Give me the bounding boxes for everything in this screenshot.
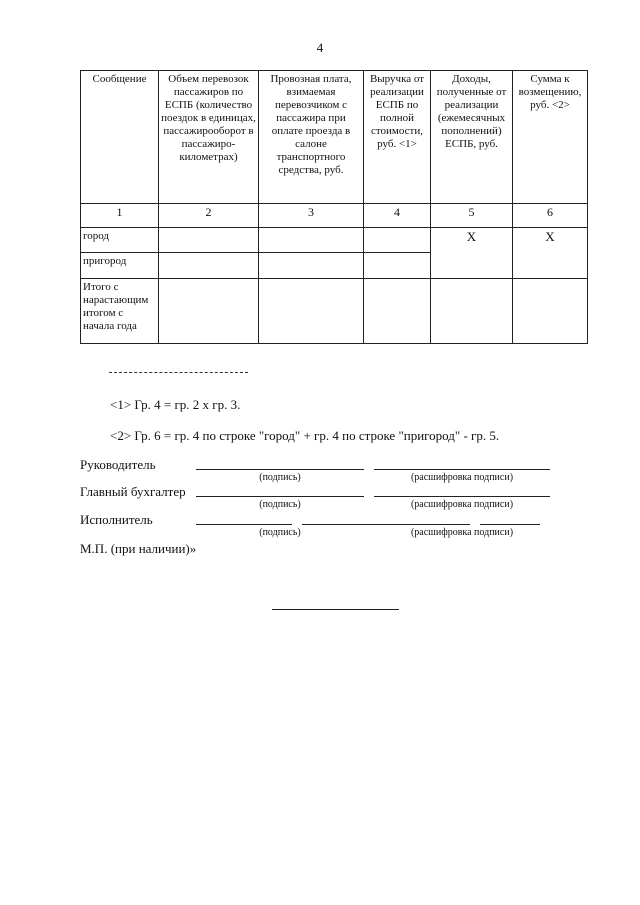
cell-suburb-4 <box>364 253 431 279</box>
transcript-line-accountant <box>374 496 550 497</box>
signature-label-accountant: Главный бухгалтер <box>80 484 186 499</box>
col-num-2: 2 <box>159 204 259 228</box>
header-volume: Объем перевозок пассажиров по ЕСПБ (количество поездок в единицах, пассажирооборот в пассажиро-километрах) <box>159 71 259 204</box>
cell-suburb-2 <box>159 253 259 279</box>
cell-total-3 <box>259 279 364 344</box>
col-num-1: 1 <box>81 204 159 228</box>
header-message: Сообщение <box>81 71 159 204</box>
column-number-row <box>81 204 588 228</box>
cell-city-3 <box>259 228 364 253</box>
caption-transcript-head: (расшифровка подписи) <box>410 472 514 483</box>
transcript-line-executor <box>302 524 470 525</box>
extra-line-executor <box>480 524 540 525</box>
footnote-1: <1> Гр. 4 = гр. 2 х гр. 3. <box>110 397 241 412</box>
cell-total-6 <box>513 279 588 344</box>
page-number: 4 <box>316 40 324 55</box>
col-num-6: 6 <box>513 204 588 228</box>
signature-label-executor: Исполнитель <box>80 512 153 527</box>
cell-income-x: X <box>431 228 513 279</box>
signature-line-head <box>196 469 364 470</box>
cell-city-2 <box>159 228 259 253</box>
row-label-city: город <box>81 228 159 253</box>
caption-transcript-executor: (расшифровка подписи) <box>410 527 514 538</box>
footnote-separator <box>109 372 248 373</box>
table-row-city <box>81 228 588 253</box>
cell-compensation-x: X <box>513 228 588 279</box>
header-revenue: Выручка от реализации ЕСПБ по полной стоимости, руб. <1> <box>364 71 431 204</box>
header-income: Доходы, полученные от реализации (ежемесячных пополнений) ЕСПБ, руб. <box>431 71 513 204</box>
closing-line <box>272 609 399 610</box>
table-row-total <box>81 279 588 344</box>
signature-label-head: Руководитель <box>80 457 156 472</box>
row-label-suburb: пригород <box>81 253 159 279</box>
report-table <box>80 70 588 344</box>
caption-transcript-accountant: (расшифровка подписи) <box>410 499 514 510</box>
row-label-total: Итого с нарастающим итогом с начала года <box>81 279 159 344</box>
footnote-2: <2> Гр. 6 = гр. 4 по строке "город" + гр. 4 по строке "пригород" - гр. 5. <box>110 428 500 443</box>
col-num-3: 3 <box>259 204 364 228</box>
header-row <box>81 71 588 204</box>
cell-total-5 <box>431 279 513 344</box>
signature-line-accountant <box>196 496 364 497</box>
cell-city-4 <box>364 228 431 253</box>
stamp-place: М.П. (при наличии)» <box>80 541 197 556</box>
caption-signature-executor: (подпись) <box>259 527 301 538</box>
cell-total-4 <box>364 279 431 344</box>
transcript-line-head <box>374 469 550 470</box>
cell-total-2 <box>159 279 259 344</box>
caption-signature-head: (подпись) <box>259 472 301 483</box>
col-num-4: 4 <box>364 204 431 228</box>
caption-signature-accountant: (подпись) <box>259 499 301 510</box>
header-fare: Провозная плата, взимаемая перевозчиком с пассажира при оплате проезда в салоне транспортного средства, руб. <box>259 71 364 204</box>
cell-suburb-3 <box>259 253 364 279</box>
signature-line-executor <box>196 524 292 525</box>
header-compensation: Сумма к возмещению, руб. <2> <box>513 71 588 204</box>
col-num-5: 5 <box>431 204 513 228</box>
